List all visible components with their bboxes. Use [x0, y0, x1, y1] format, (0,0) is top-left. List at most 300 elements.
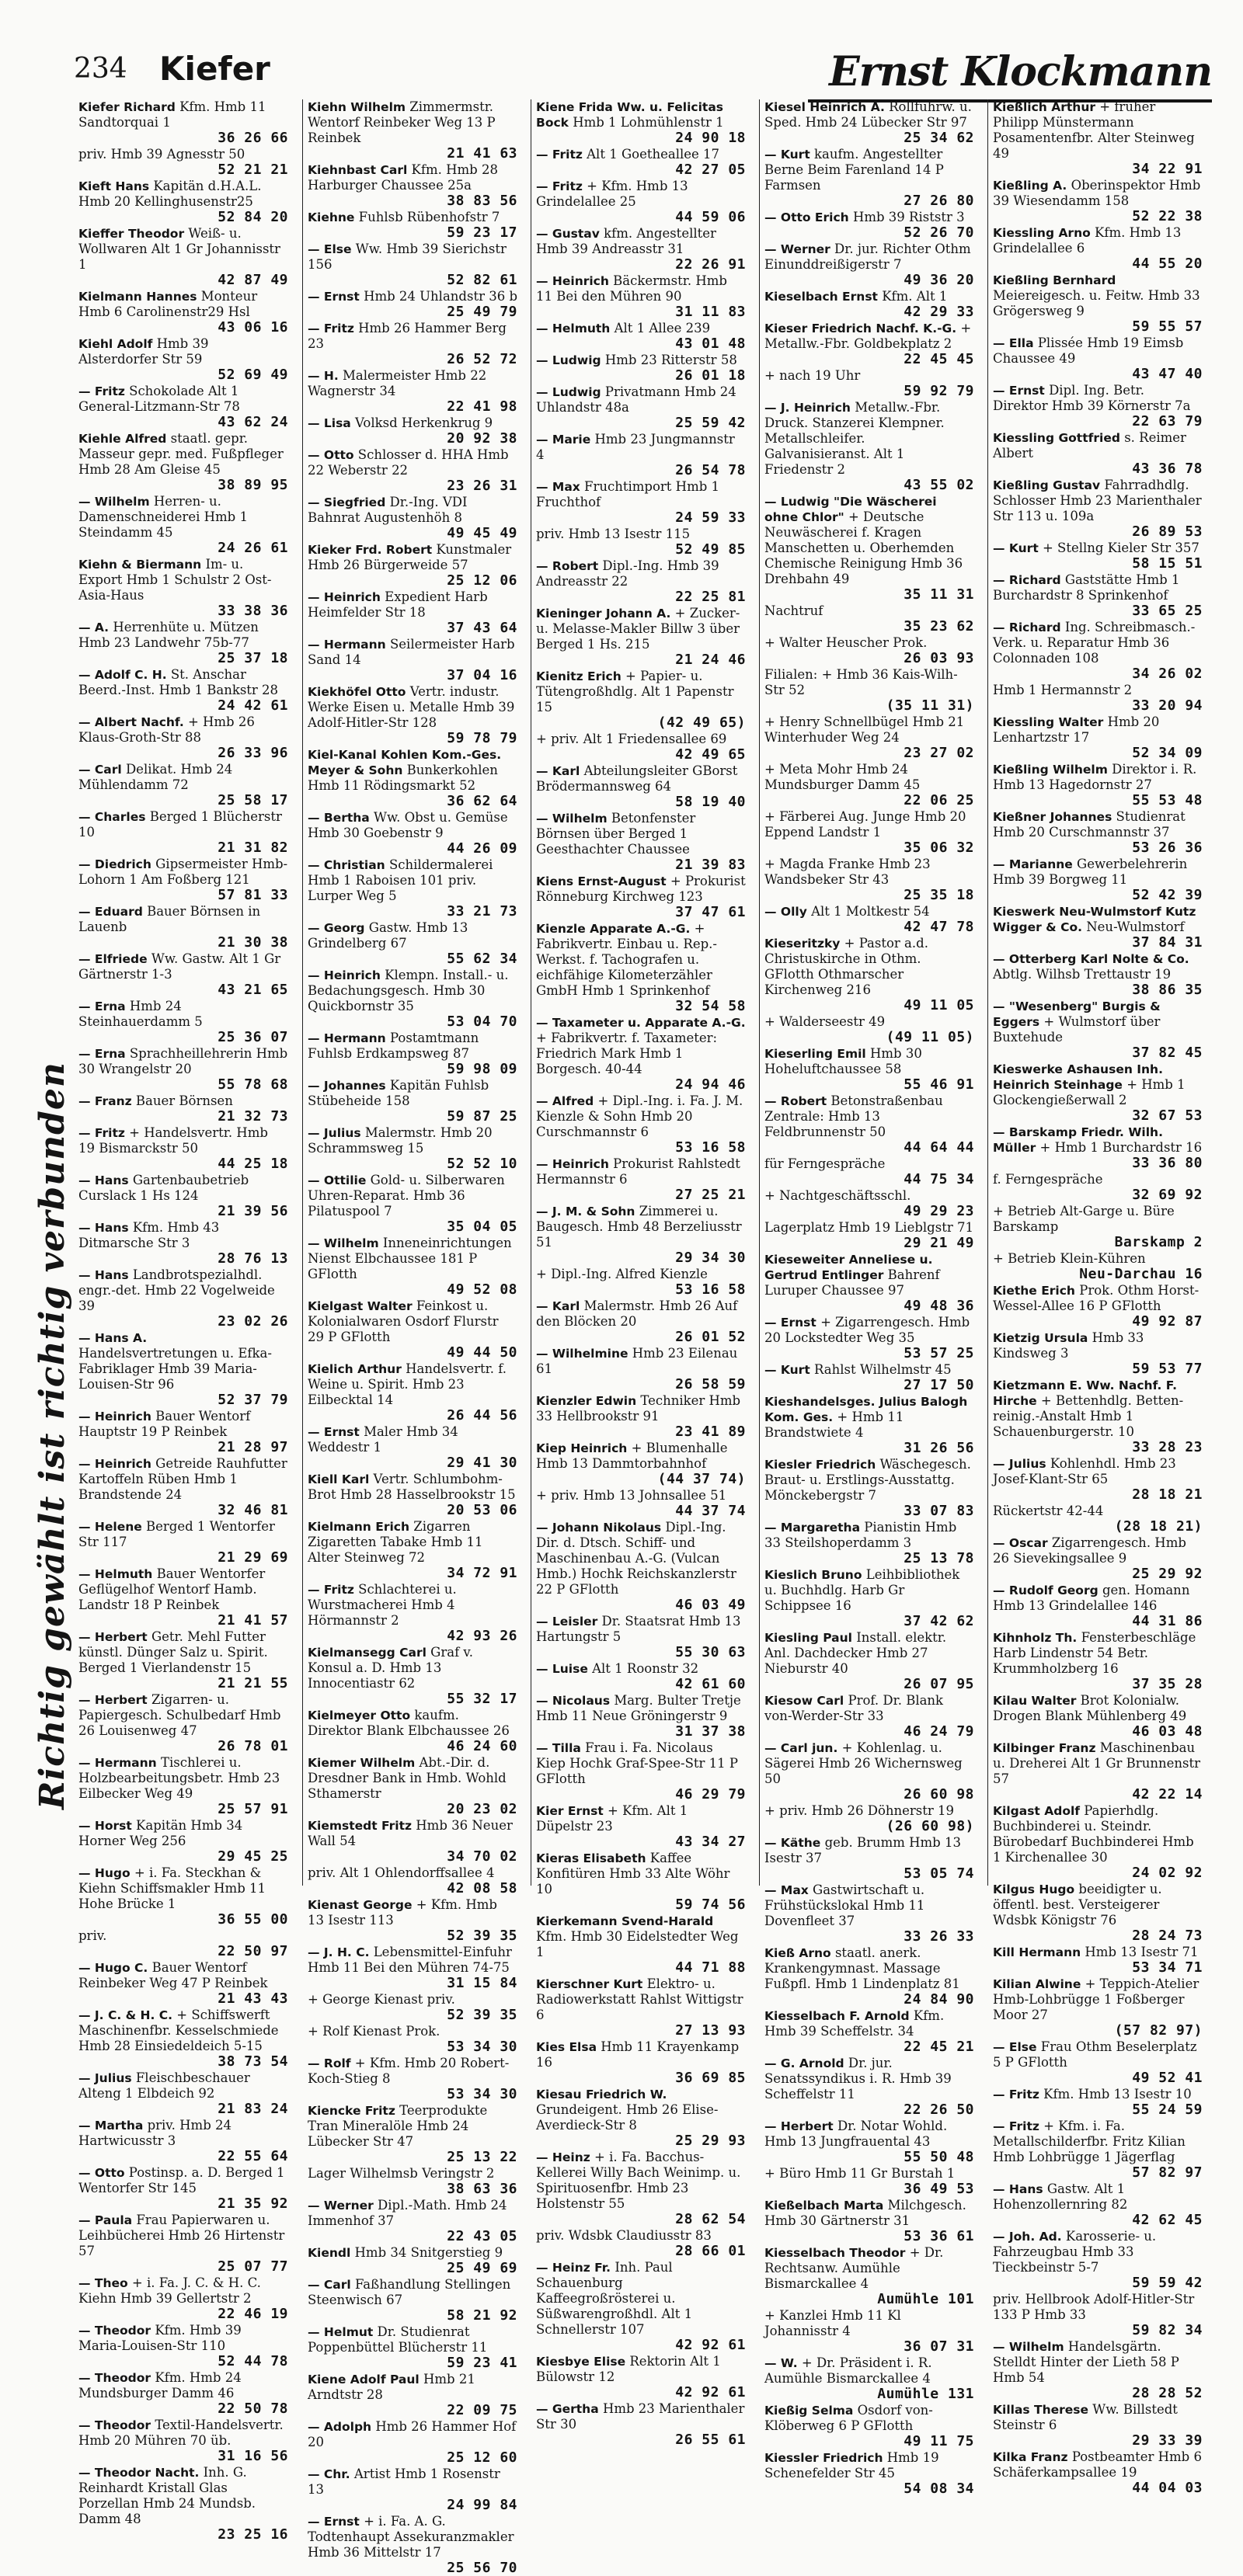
- directory-entry: [308, 2103, 517, 2165]
- entry-phone: 22 50 97: [218, 1943, 288, 1959]
- directory-entry: [78, 99, 288, 146]
- directory-entry: [993, 1125, 1203, 1171]
- directory-entry: [308, 747, 517, 809]
- directory-entry: [308, 920, 517, 967]
- directory-entry: [993, 178, 1203, 224]
- entry-name: Kiesow Carl: [764, 1694, 844, 1708]
- entry-phone: (57 82 97): [1114, 2022, 1203, 2039]
- entry-details: Maschinenbau u. Dreherei Alt 1 Gr Brunnenstr 57: [993, 1740, 1200, 1786]
- entry-details: + nach 19 Uhr: [764, 368, 861, 383]
- directory-entry: [764, 1188, 974, 1219]
- entry-phone: 28 62 54: [675, 2211, 746, 2227]
- running-head: Kiefer: [159, 50, 270, 88]
- entry-details: Kfm. Hmb 13 Grindelallee 6: [993, 225, 1182, 256]
- entry-name: Kienzle Apparate A.-G.: [536, 922, 691, 936]
- entry-details: Sprachheillehrerin Hmb 30 Wrangelstr 20: [78, 1046, 288, 1076]
- entry-details: + priv. Hmb 13 Johnsallee 51: [536, 1488, 727, 1503]
- directory-entry: [764, 1740, 974, 1803]
- entry-details: Graf v. Konsul a. D. Hmb 13 Innocentiastr 62: [308, 1645, 474, 1691]
- entry-name: — Heinrich: [536, 274, 609, 288]
- entry-phone: 58 15 51: [1132, 555, 1203, 572]
- entry-phone: (35 11 31): [886, 697, 974, 714]
- entry-phone: 59 78 79: [447, 730, 517, 746]
- entry-name: — Franz: [78, 1094, 132, 1108]
- entry-details: Kfm. Hmb 30 Eidelstedter Weg 1: [536, 1929, 739, 1959]
- entry-phone: 26 33 96: [218, 745, 288, 761]
- directory-entry: [536, 763, 746, 810]
- directory-entry: [78, 1330, 288, 1408]
- directory-entry: [764, 1014, 974, 1045]
- directory-entry: [764, 667, 974, 714]
- directory-entry: [764, 400, 974, 493]
- column-4: [759, 99, 979, 2497]
- entry-phone: 59 23 41: [447, 2355, 517, 2371]
- entry-details: Kfm. Hmb 11 Sandtorquai 1: [78, 99, 266, 130]
- entry-details: Getreide Rauhfutter Kartoffeln Rüben Hmb 1 Brandstende 24: [78, 1456, 287, 1502]
- entry-phone: 24 99 84: [447, 2497, 517, 2513]
- entry-name: — Helmuth: [536, 322, 611, 335]
- entry-details: Klempn. Install.- u. Bedachungsgesch. Hmb 30 Quickbornstr 35: [308, 968, 509, 1013]
- entry-name: — Heinz: [536, 2150, 590, 2164]
- entry-details: Betonstraßenbau Zentrale: Hmb 13 Feldbrunnenstr 50: [764, 1093, 943, 1139]
- entry-details: Schlachterei u. Wurstmacherei Hmb 4 Hörmannstr 2: [308, 1582, 457, 1628]
- page-number: 234: [74, 53, 127, 85]
- entry-details: Wäschegesch. Braut- u. Erstlings-Ausstattg. Mönckebergstr 7: [764, 1457, 971, 1503]
- directory-entry: [308, 1897, 517, 1944]
- entry-name: — Elfriede: [78, 952, 148, 966]
- entry-phone: 33 38 36: [218, 603, 288, 619]
- entry-phone: 21 21 55: [218, 1675, 288, 1691]
- entry-details: + Kfm. Hmb 20 Robert-Koch-Stieg 8: [308, 2056, 510, 2086]
- directory-entry: [536, 921, 746, 1014]
- entry-details: priv. Alt 1 Ohlendorffsallee 4: [308, 1865, 495, 1880]
- entry-details: Dr. jur. Senatssyndikus i. R. Hmb 39 Scheffelstr 11: [764, 2056, 952, 2101]
- directory-entry: [78, 557, 288, 619]
- entry-name: Kieseritzky: [764, 937, 841, 951]
- entry-phone: 37 35 28: [1132, 1676, 1203, 1692]
- entry-name: Kiehn & Biermann: [78, 558, 202, 572]
- entry-phone: 26 60 98: [904, 1786, 974, 1803]
- column-2: [302, 99, 522, 2576]
- entry-details: + Prokurist Rönneburg Kirchweg 123: [536, 874, 746, 904]
- directory-entry: [308, 415, 517, 447]
- entry-phone: 26 01 18: [675, 367, 746, 384]
- entry-details: + Deutsche Neuwäscherei f. Kragen Manschetten u. Oberhemden Chemische Reinigung Hmb 36 Drehbahn 49: [764, 509, 963, 586]
- entry-phone: 27 17 50: [904, 1377, 974, 1393]
- entry-name: Kieswerke Ashausen Inh. Heinrich Steinhage: [993, 1062, 1163, 1092]
- directory-entry: [764, 289, 974, 320]
- entry-phone: 49 11 75: [904, 2433, 974, 2449]
- entry-name: Killas Therese: [993, 2403, 1089, 2417]
- directory-entry: [764, 368, 974, 399]
- entry-details: + Handelsvertr. Hmb 19 Bismarckstr 50: [78, 1125, 268, 1156]
- entry-phone: 20 23 02: [447, 1801, 517, 1817]
- directory-entry: [308, 810, 517, 857]
- directory-entry: [308, 857, 517, 920]
- entry-name: — Carl jun.: [764, 1741, 838, 1755]
- directory-entry: [78, 226, 288, 288]
- entry-phone: 27 26 80: [904, 193, 974, 209]
- entry-details: Delikat. Hmb 24 Mühlendamm 72: [78, 762, 233, 792]
- entry-name: — Ella: [993, 336, 1034, 350]
- entry-phone: (44 37 74): [657, 1471, 746, 1487]
- entry-details: Herrenhüte u. Mützen Hmb 23 Landwehr 75b-77: [78, 620, 259, 650]
- entry-details: Zigarren Zigaretten Tabake Hmb 11 Alter Steinweg 72: [308, 1519, 483, 1565]
- directory-entry: [536, 147, 746, 178]
- entry-phone: 52 82 61: [447, 272, 517, 288]
- entry-phone: 33 36 80: [1132, 1155, 1203, 1171]
- directory-entry: [993, 2087, 1203, 2118]
- directory-entry: [993, 1693, 1203, 1740]
- entry-details: priv. Hmb 24 Hartwicusstr 3: [78, 2118, 232, 2148]
- entry-phone: 44 04 03: [1132, 2480, 1203, 2496]
- directory-entry: [308, 2056, 517, 2102]
- entry-name: — Helene: [78, 1520, 142, 1534]
- entry-phone: 28 24 73: [1132, 1928, 1203, 1944]
- entry-details: Bäckermstr. Hmb 11 Bei den Mühren 90: [536, 273, 727, 304]
- entry-details: + Rolf Kienast Prok.: [308, 2024, 440, 2039]
- entry-details: Dr. Staatsrat Hmb 13 Hartungstr 5: [536, 1614, 741, 1644]
- entry-details: Meiereigesch. u. Feitw. Hmb 33 Grögersweg 9: [993, 288, 1200, 318]
- entry-details: + Blumenhalle Hmb 13 Dammtorbahnhof: [536, 1441, 728, 1471]
- entry-name: — Gertha: [536, 2402, 599, 2416]
- entry-name: — Taxameter u. Apparate A.-G.: [536, 1016, 746, 1030]
- directory-entry: [78, 1046, 288, 1093]
- directory-entry: [993, 1740, 1203, 1803]
- entry-name: — A.: [78, 621, 110, 634]
- entry-details: Herren- u. Damenschneiderei Hmb 1 Steindamm 45: [78, 494, 248, 540]
- entry-phone: 29 45 25: [218, 1848, 288, 1865]
- entry-name: — Kurt: [764, 1363, 810, 1377]
- entry-details: Hmb 34 Snitgerstieg 9: [354, 2245, 503, 2260]
- entry-name: — Diedrich: [78, 857, 151, 871]
- entry-details: Dipl.-Math. Hmb 24 Immenhof 37: [308, 2198, 507, 2228]
- entry-phone: 52 22 38: [1132, 208, 1203, 224]
- directory-entry: [78, 809, 288, 856]
- directory-entry: [308, 2419, 517, 2466]
- directory-entry: [993, 683, 1203, 714]
- entry-phone: 42 61 60: [675, 1676, 746, 1692]
- entry-name: Kienast George: [308, 1898, 413, 1912]
- entry-details: Kohlenhdl. Hmb 23 Josef-Klant-Str 65: [993, 1456, 1176, 1486]
- directory-entry: [993, 430, 1203, 477]
- entry-phone: 24 90 18: [675, 130, 746, 146]
- entry-phone: 36 55 00: [218, 1911, 288, 1928]
- directory-entry: [308, 1945, 517, 1991]
- entry-phone: 24 59 33: [675, 509, 746, 526]
- directory-entry: [993, 1204, 1203, 1250]
- directory-entry: [78, 2008, 288, 2070]
- entry-name: — Max: [536, 480, 580, 494]
- entry-name: — J. Heinrich: [764, 401, 851, 415]
- entry-details: Dr. Studienrat Poppenbüttel Blücherstr 11: [308, 2324, 488, 2355]
- directory-entry: [536, 1661, 746, 1692]
- directory-entry: [308, 2324, 517, 2371]
- entry-name: — Ernst: [993, 384, 1045, 398]
- directory-entry: [764, 1520, 974, 1566]
- directory-entry: [308, 1708, 517, 1754]
- entry-name: — Ernst: [764, 1316, 816, 1330]
- entry-name: Kiesselbach Theodor: [764, 2246, 906, 2260]
- entry-name: — Herbert: [764, 2119, 834, 2133]
- entry-phone: 42 47 78: [904, 919, 974, 935]
- entry-phone: 49 29 23: [904, 1203, 974, 1219]
- directory-entry: [764, 1835, 974, 1882]
- entry-name: — Alfred: [536, 1094, 594, 1108]
- directory-entry: [78, 494, 288, 556]
- entry-name: — Fritz: [78, 384, 125, 398]
- entry-phone: 35 23 62: [904, 618, 974, 634]
- directory-entry: [536, 99, 746, 146]
- directory-entry: [308, 289, 517, 320]
- entry-name: — Herbert: [78, 1693, 148, 1707]
- entry-details: Frau i. Fa. Nicolaus Kiep Hochk Graf-Spee-Str 11 P GFlotth: [536, 1740, 738, 1786]
- directory-entry: [764, 1567, 974, 1629]
- entry-details: + Walderseestr 49: [764, 1014, 886, 1029]
- directory-entry: [993, 1172, 1203, 1203]
- directory-entry: [308, 1424, 517, 1471]
- entry-details: Frau Papierwaren u. Leihbücherei Hmb 26 Hirtenstr 57: [78, 2213, 285, 2258]
- entry-phone: 38 63 36: [447, 2181, 517, 2197]
- directory-entry: [536, 384, 746, 431]
- directory-entry: [308, 2514, 517, 2576]
- directory-entry: [78, 1220, 288, 1267]
- directory-entry: [993, 2229, 1203, 2291]
- directory-entry: [308, 2198, 517, 2244]
- entry-details: Berged 1 Wentorfer Str 117: [78, 1519, 275, 1549]
- entry-details: Ww. Hmb 39 Sierichstr 156: [308, 242, 507, 272]
- entry-name: Kiesselbach F. Arnold: [764, 2009, 910, 2023]
- entry-details: Seilermeister Harb Sand 14: [308, 637, 515, 667]
- directory-entry: [993, 2449, 1203, 2496]
- entry-details: Dr. jur. Richter Othm Einunddreißigerstr 7: [764, 242, 971, 272]
- directory-entry: [764, 714, 974, 761]
- entry-name: — Robert: [536, 559, 599, 573]
- entry-name: Kielich Arthur: [308, 1362, 402, 1376]
- entry-name: — Erna: [78, 1047, 126, 1061]
- entry-name: Kieslich Bruno: [764, 1568, 862, 1582]
- entry-details: + priv. Alt 1 Friedensallee 69: [536, 732, 727, 746]
- entry-phone: 49 48 36: [904, 1298, 974, 1314]
- entry-phone: 55 78 68: [218, 1076, 288, 1093]
- directory-entry: [764, 1945, 974, 2008]
- entry-phone: 22 45 45: [904, 351, 974, 367]
- entry-name: Kießig Selma: [764, 2404, 854, 2418]
- entry-phone: 26 89 53: [1132, 523, 1203, 540]
- directory-entry: [764, 2056, 974, 2118]
- entry-name: Kieser Friedrich Nachf. K.-G.: [764, 322, 957, 335]
- entry-name: Kierschner Kurt: [536, 1977, 643, 1991]
- entry-phone: 20 92 38: [447, 430, 517, 447]
- entry-details: Hmb 13 Isestr 71: [1085, 1945, 1199, 1959]
- entry-phone: 44 37 74: [675, 1503, 746, 1519]
- entry-phone: 29 34 30: [675, 1250, 746, 1266]
- entry-phone: 52 44 78: [218, 2353, 288, 2369]
- entry-name: Kieffer Theodor: [78, 227, 185, 241]
- entry-phone: 25 34 62: [904, 130, 974, 146]
- directory-entry: [78, 2118, 288, 2164]
- directory-entry: [536, 1976, 746, 2039]
- entry-phone: 57 81 33: [218, 887, 288, 903]
- directory-entry: [78, 1629, 288, 1691]
- entry-name: — Marianne: [993, 857, 1073, 871]
- directory-entry: [536, 432, 746, 478]
- entry-phone: 25 59 42: [675, 415, 746, 431]
- entry-phone: 55 30 63: [675, 1644, 746, 1660]
- directory-entry: [993, 2339, 1203, 2401]
- entry-details: Hmb 30 Hoheluftchaussee 58: [764, 1046, 922, 1076]
- entry-phone: 25 07 77: [218, 2258, 288, 2275]
- entry-name: Kiessling Arno: [993, 226, 1091, 240]
- column-5: [987, 99, 1207, 2496]
- entry-name: Kierkemann Svend-Harald: [536, 1914, 714, 1928]
- entry-name: — Julius: [993, 1457, 1046, 1471]
- entry-name: Kiel-Kanal Kohlen Kom.-Ges. Meyer & Sohn: [308, 748, 502, 777]
- entry-name: — Hans: [78, 1221, 129, 1235]
- entry-name: Kiessling Walter: [993, 715, 1104, 729]
- directory-entry: [308, 321, 517, 367]
- directory-entry: [308, 1031, 517, 1077]
- entry-name: — Hugo: [78, 1866, 131, 1880]
- directory-entry: [308, 1645, 517, 1707]
- entry-phone: 59 23 17: [447, 224, 517, 241]
- entry-details: Dr.-Ing. VDI Bahnrat Augustenhöh 8: [308, 495, 468, 525]
- entry-details: Malermstr. Hmb 26 Auf den Blöcken 20: [536, 1298, 738, 1329]
- entry-name: — Marie: [536, 433, 591, 447]
- directory-entry: [536, 1267, 746, 1298]
- entry-name: — Werner: [764, 242, 830, 256]
- entry-name: Kiencke Fritz: [308, 2104, 395, 2118]
- entry-name: Kieswerk Neu-Wulmstorf Kutz Wigger & Co.: [993, 905, 1196, 934]
- entry-name: — J. H. C.: [308, 1945, 370, 1959]
- directory-entry: [78, 1692, 288, 1754]
- entry-phone: 55 24 59: [1132, 2101, 1203, 2118]
- entry-phone: 37 04 16: [447, 667, 517, 683]
- entry-phone: 22 46 19: [218, 2306, 288, 2322]
- directory-entry: [308, 1236, 517, 1298]
- directory-entry: [308, 684, 517, 746]
- entry-details: kfm. Angestellter Hmb 39 Andreasstr 31: [536, 226, 716, 256]
- entry-details: Vertr. Schlumbohm-Brot Hmb 28 Hasselbrookstr 15: [308, 1472, 516, 1502]
- directory-entry: [764, 2403, 974, 2449]
- entry-details: + Henry Schnellbügel Hmb 21 Winterhuder Weg 24: [764, 714, 965, 745]
- column-3: [531, 99, 750, 2448]
- entry-name: — H.: [308, 369, 339, 383]
- entry-details: Dipl.-Ing. Hmb 39 Andreasstr 22: [536, 558, 719, 589]
- entry-phone: 53 34 71: [1132, 1959, 1203, 1976]
- directory-entry: [536, 1914, 746, 1976]
- entry-details: + Hmb 1 Burchardstr 16: [1039, 1140, 1203, 1155]
- entry-name: Kienzler Edwin: [536, 1394, 637, 1408]
- entry-details: Kfm. Hmb 28 Harburger Chaussee 25a: [308, 162, 498, 193]
- entry-name: Kilgast Adolf: [993, 1804, 1081, 1818]
- entry-details: Bauer Wentorfer Geflügelhof Wentorf Hamb. Landstr 18 P Reinbek: [78, 1566, 266, 1612]
- entry-phone: 36 69 85: [675, 2070, 746, 2086]
- entry-name: Kiehn Wilhelm: [308, 100, 406, 114]
- directory-entry: [308, 589, 517, 636]
- entry-name: Kiesling Paul: [764, 1631, 852, 1645]
- directory-entry: [993, 225, 1203, 272]
- entry-details: Inneneinrichtungen Nienst Elbchaussee 181 P GFlotth: [308, 1236, 512, 1281]
- entry-phone: 55 32 17: [447, 1691, 517, 1707]
- directory-entry: [993, 1251, 1203, 1282]
- entry-phone: 25 13 22: [447, 2149, 517, 2165]
- entry-phone: 25 57 91: [218, 1801, 288, 1817]
- entry-details: Brot Kolonialw. Drogen Blank Mühlenberg 49: [993, 1693, 1187, 1723]
- directory-entry: [993, 478, 1203, 540]
- entry-details: Zimmerei u. Baugesch. Hmb 48 Berzeliusstr 51: [536, 1204, 742, 1250]
- entry-phone: 42 92 61: [675, 2337, 746, 2353]
- directory-entry: [536, 273, 746, 320]
- entry-details: + Papier- u. Tütengroßhdlg. Alt 1 Papenstr 15: [536, 669, 734, 714]
- entry-details: Kapitän d.H.A.L. Hmb 20 Kellinghusenstr25: [78, 179, 262, 209]
- entry-phone: 31 37 38: [675, 1723, 746, 1740]
- entry-name: Kieras Elisabeth: [536, 1851, 646, 1865]
- entry-name: — Kurt: [993, 541, 1039, 555]
- entry-details: Osdorf von-Klöberweg 6 P GFlotth: [764, 2403, 933, 2433]
- entry-phone: 31 11 83: [675, 304, 746, 320]
- entry-name: — Chr.: [308, 2467, 350, 2481]
- directory-entry: [764, 99, 974, 146]
- entry-details: Schokolade Alt 1 General-Litzmann-Str 78: [78, 384, 240, 414]
- directory-entry: [536, 1740, 746, 1803]
- directory-entry: [536, 874, 746, 920]
- entry-name: — Fritz: [308, 322, 354, 335]
- entry-details: Metallw.-Fbr. Druck. Stanzerei Klempner. Metallschleifer. Galvanisieranst. Alt 1 Friedenstr 2: [764, 400, 945, 477]
- directory-entry: [764, 2450, 974, 2497]
- directory-entry: [78, 1960, 288, 2007]
- entry-details: staatl. gepr. Masseur gepr. med. Fußpfleger Hmb 28 Am Gleise 45: [78, 431, 284, 477]
- entry-name: — Else: [993, 2040, 1037, 2054]
- directory-entry: [536, 2150, 746, 2227]
- entry-name: Kiehle Alfred: [78, 432, 167, 446]
- entry-phone: 49 45 49: [447, 525, 517, 541]
- directory-entry: [78, 1519, 288, 1566]
- directory-entry: [78, 904, 288, 951]
- entry-details: Rollfuhrw. u. Sped. Hmb 24 Lübecker Str 97: [764, 99, 972, 130]
- page-header: [74, 48, 1212, 103]
- directory-entry: [536, 1520, 746, 1613]
- entry-name: — Julius: [78, 2071, 132, 2085]
- entry-phone: 33 21 73: [447, 903, 517, 920]
- entry-phone: 52 84 20: [218, 209, 288, 225]
- entry-name: — Lisa: [308, 416, 351, 430]
- entry-phone: 43 47 40: [1132, 366, 1203, 382]
- directory-entry: [308, 242, 517, 288]
- entry-phone: 22 25 81: [675, 589, 746, 605]
- entry-name: Kießling Gustav: [993, 478, 1101, 492]
- entry-details: Ww. Obst u. Gemüse Hmb 30 Goebenstr 9: [308, 810, 508, 840]
- entry-details: Hmb 33 Kindsweg 3: [993, 1330, 1144, 1361]
- directory-entry: [993, 383, 1203, 429]
- directory-entry: [764, 1220, 974, 1251]
- entry-phone: 25 37 18: [218, 650, 288, 666]
- entry-phone: 37 42 62: [904, 1613, 974, 1629]
- entry-details: Feinkost u. Kolonialwaren Osdorf Flurstr 29 P GFlotth: [308, 1298, 499, 1344]
- entry-name: — Ernst: [308, 290, 360, 304]
- entry-name: — Otto Erich: [764, 210, 849, 224]
- entry-details: Artist Hmb 1 Rosenstr 13: [308, 2466, 500, 2497]
- entry-name: Kietzmann E. Ww. Nachf. F. Hirche: [993, 1378, 1177, 1408]
- entry-details: Handelsvertr. f. Weine u. Spirit. Hmb 23 Eilbecktal 14: [308, 1361, 507, 1407]
- entry-details: Kfm. Hmb 13 Isestr 10: [1043, 2087, 1192, 2101]
- directory-entry: [764, 1693, 974, 1740]
- entry-name: Kießling Wilhelm: [993, 763, 1108, 777]
- entry-details: Milchgesch. Hmb 30 Gärtnerstr 31: [764, 2198, 966, 2228]
- entry-details: Neu-Wulmstorf: [1086, 920, 1185, 934]
- entry-name: — Otto: [308, 448, 354, 462]
- entry-phone: 25 35 18: [904, 887, 974, 903]
